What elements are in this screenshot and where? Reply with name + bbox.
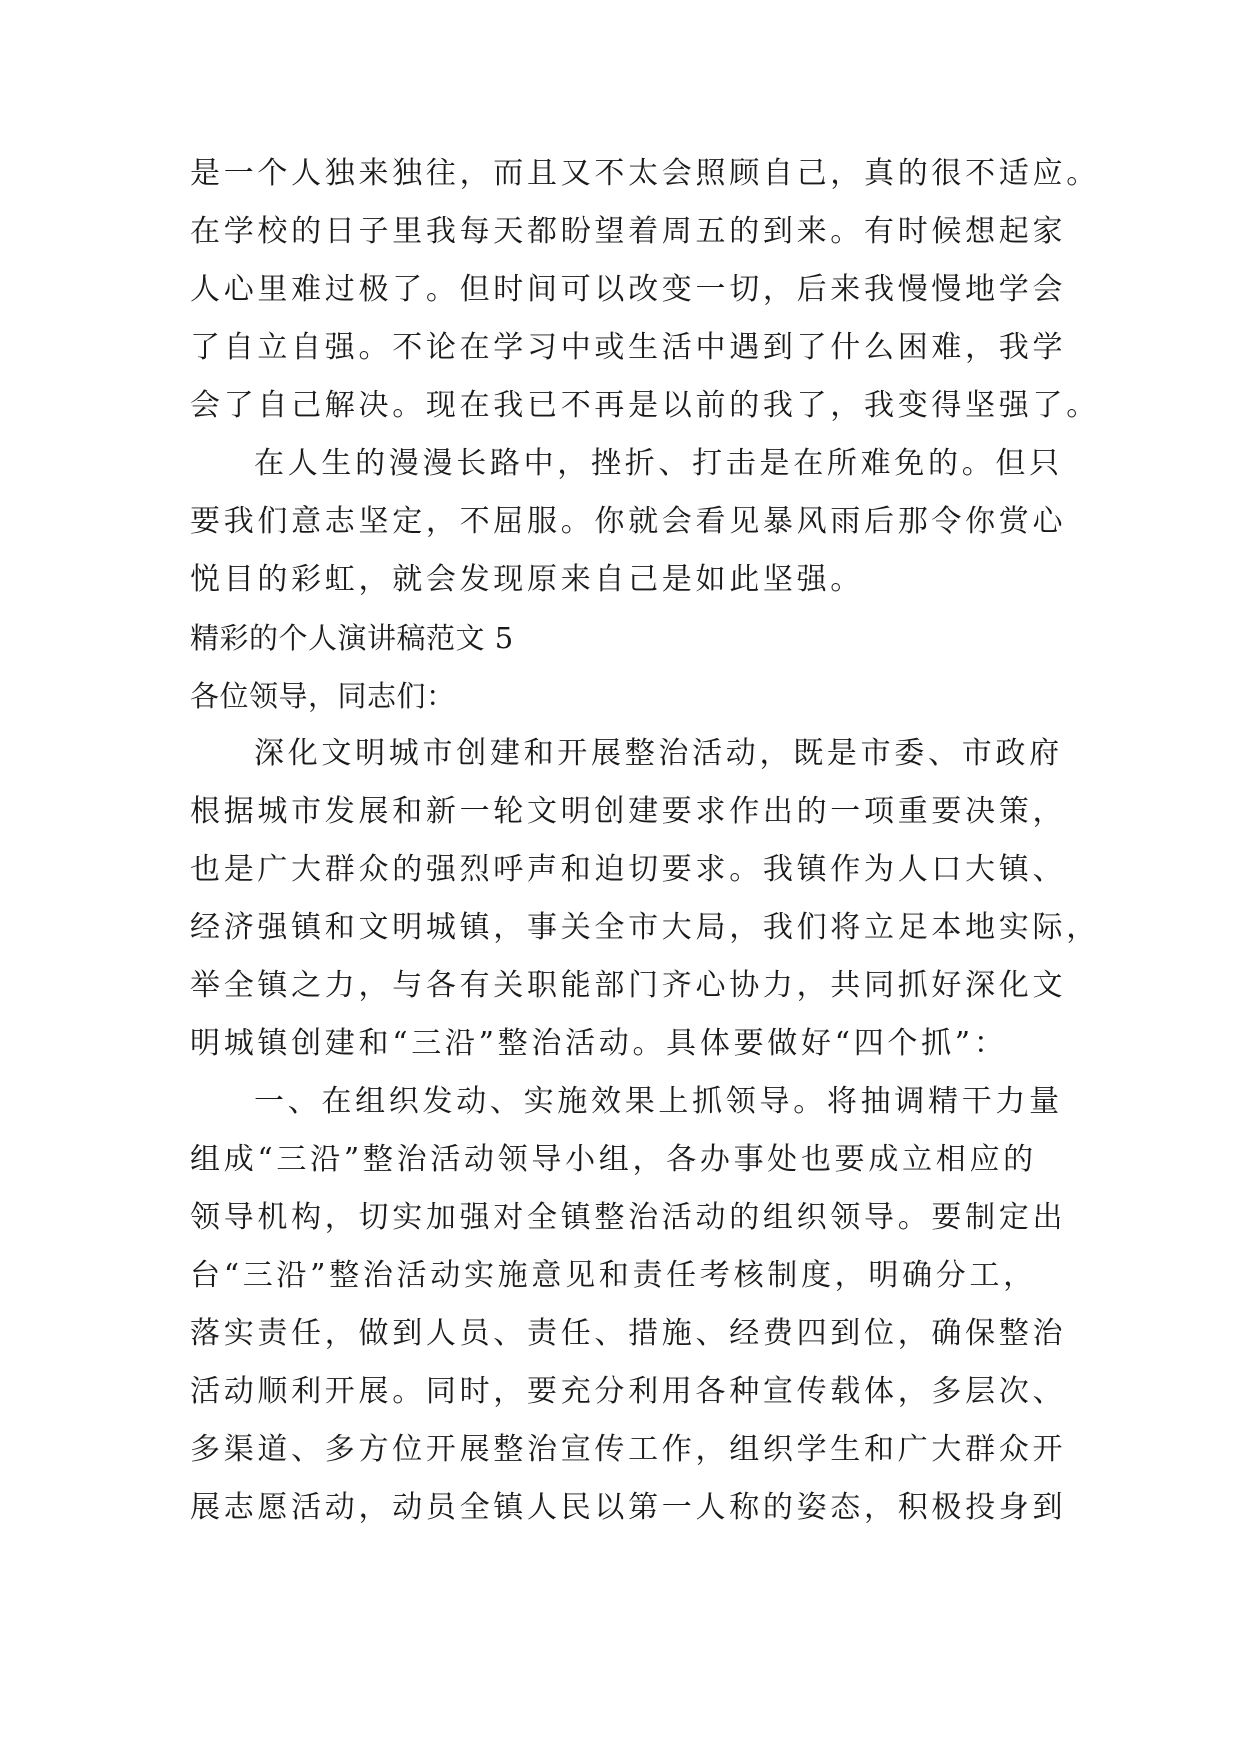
paragraph-line: 深化文明城市创建和开展整治活动，既是市委、市政府 <box>254 736 1063 771</box>
paragraph-line: 展志愿活动，动员全镇人民以第一人称的姿态，积极投身到 <box>190 1490 1067 1525</box>
paragraph-line: 也是广大群众的强烈呼声和迫切要求。我镇作为人口大镇、 <box>190 852 1067 887</box>
paragraph-line: 在人生的漫漫长路中，挫折、打击是在所难免的。但只 <box>254 446 1063 481</box>
salutation: 各位领导，同志们： <box>190 679 456 713</box>
paragraph-line: 会了自己解决。现在我已不再是以前的我了，我变得坚强了。 <box>190 388 1100 423</box>
paragraph-line: 举全镇之力，与各有关职能部门齐心协力，共同抓好深化文 <box>190 968 1067 1003</box>
paragraph-line: 人心里难过极了。但时间可以改变一切，后来我慢慢地学会 <box>190 272 1067 307</box>
paragraph-line: 要我们意志坚定，不屈服。你就会看见暴风雨后那令你赏心 <box>190 504 1067 539</box>
paragraph-line: 明城镇创建和“三沿”整治活动。具体要做好“四个抓”： <box>190 1026 1008 1061</box>
paragraph-line: 在学校的日子里我每天都盼望着周五的到来。有时候想起家 <box>190 214 1067 249</box>
paragraph-line: 台“三沿”整治活动实施意见和责任考核制度，明确分工， <box>190 1258 1037 1293</box>
paragraph-line: 活动顺利开展。同时，要充分利用各种宣传载体，多层次、 <box>190 1374 1067 1409</box>
paragraph-line: 了自立自强。不论在学习中或生活中遇到了什么困难，我学 <box>190 330 1067 365</box>
paragraph-line: 经济强镇和文明城镇，事关全市大局，我们将立足本地实际， <box>190 910 1100 945</box>
paragraph-line: 多渠道、多方位开展整治宣传工作，组织学生和广大群众开 <box>190 1432 1067 1467</box>
paragraph-line: 悦目的彩虹，就会发现原来自己是如此坚强。 <box>190 562 864 597</box>
section-heading: 精彩的个人演讲稿范文 5 <box>190 621 514 655</box>
paragraph-line: 落实责任，做到人员、责任、措施、经费四到位，确保整治 <box>190 1316 1067 1351</box>
paragraph-line: 领导机构，切实加强对全镇整治活动的组织领导。要制定出 <box>190 1200 1067 1235</box>
paragraph-line: 一、在组织发动、实施效果上抓领导。将抽调精干力量 <box>254 1084 1063 1119</box>
paragraph-line: 组成“三沿”整治活动领导小组，各办事处也要成立相应的 <box>190 1142 1037 1177</box>
paragraph-line: 是一个人独来独往，而且又不太会照顾自己，真的很不适应。 <box>190 156 1100 191</box>
paragraph-line: 根据城市发展和新一轮文明创建要求作出的一项重要决策， <box>190 794 1067 829</box>
